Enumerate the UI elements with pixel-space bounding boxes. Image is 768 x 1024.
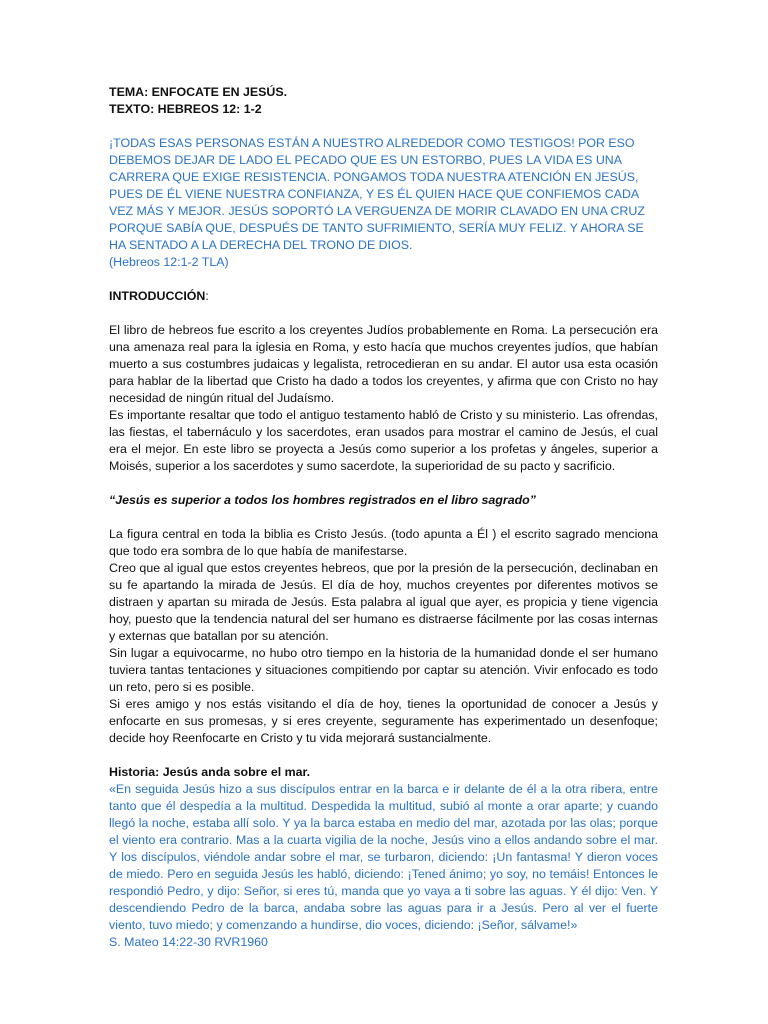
document-page (109, 84, 658, 951)
body-paragraph: Si eres amigo y nos estás visitando el día de hoy, tienes la oportunidad de conocer a Jesús y enfocarte en sus promesas, y si eres creyente, seguramente has experimentado un desenfoque; decide hoy Reenfocarte en Cristo y tu vida mejorará sustancialmente. (109, 697, 658, 745)
spacer (109, 305, 658, 322)
body-paragraph: Creo que al igual que estos creyentes hebreos, que por la presión de la persecución, declinaban en su fe apartando la mirada de Jesús. El día de hoy, muchos creyentes por diferentes motivos se distraen y apartan su mirada de Jesús. Esta palabra al igual que ayer, es propicia y tiene vigencia hoy, puesto que la tendencia natural del ser humano es distraerse fácilmente por las cosas internas y externas que batallan por su atención. (109, 561, 658, 643)
story-heading: Historia: Jesús anda sobre el mar. (109, 765, 311, 779)
spacer (109, 747, 658, 764)
story-scripture-reference: S. Mateo 14:22-30 RVR1960 (109, 935, 268, 949)
introduction-heading-label: INTRODUCCIÓN (109, 289, 206, 303)
spacer (109, 475, 658, 492)
introduction-paragraph: Es importante resaltar que todo el antiguo testamento habló de Cristo y su ministerio. Las ofrendas, las fiestas, el tabernáculo y los sacerdotes, eran usados para mostrar el camino de Jesús, el cual era el mejor. En este libro se proyecta a Jesús como superior a los profetas y ángeles, superior a Moisés, superior a los sacerdotes y sumo sacerdote, la superioridad de su pacto y sacrificio. (109, 408, 658, 473)
spacer (109, 271, 658, 288)
spacer (109, 118, 658, 135)
body-paragraph: La figura central en toda la biblia es Cristo Jesús. (todo apunta a Él ) el escrito sagrado menciona que todo era sombra de lo que había de manifestarse. (109, 527, 658, 558)
thesis-statement: “Jesús es superior a todos los hombres registrados en el libro sagrado” (109, 493, 536, 507)
introduction-paragraph: El libro de hebreos fue escrito a los creyentes Judíos probablemente en Roma. La persecución era una amenaza real para la iglesia en Roma, y esto hacía que muchos creyentes judíos, que habían muerto a sus costumbres judaicas y legalista, retrocedieran en su andar. El autor usa esta ocasión para hablar de la libertad que Cristo ha dado a todos los creyentes, y afirma que con Cristo no hay necesidad de ningún ritual del Judaísmo. (109, 323, 658, 405)
story-scripture-quote: «En seguida Jesús hizo a sus discípulos entrar en la barca e ir delante de él a la otra ribera, entre tanto que él despedía a la multitud. Despedida la multitud, subió al monte a orar aparte; y cuando llegó la noche, estaba allí solo. Y ya la barca estaba en medio del mar, azotada por las olas; porque el viento era contrario. Mas a la cuarta vigilia de la noche, Jesús vino a ellos andando sobre el mar. Y los discípulos, viéndole andar sobre el mar, se turbaron, diciendo: ¡Un fantasma! Y dieron voces de miedo. Pero en seguida Jesús les habló, diciendo: ¡Tened ánimo; yo soy, no temáis! Entonces le respondió Pedro, y dijo: Señor, si eres tú, manda que yo vaya a ti sobre las aguas. Y él dijo: Ven. Y descendiendo Pedro de la barca, andaba sobre las aguas para ir a Jesús. Pero al ver el fuerte viento, tuvo miedo; y comenzando a hundirse, dio voces, diciendo: ¡Señor, sálvame!» (109, 782, 658, 932)
scripture-quote: ¡TODAS ESAS PERSONAS ESTÁN A NUESTRO ALREDEDOR COMO TESTIGOS! POR ESO DEBEMOS DEJAR DE LADO EL PECADO QUE ES UN ESTORBO, PUES LA VIDA ES UNA CARRERA QUE EXIGE RESISTENCIA. PONGAMOS TODA NUESTRA ATENCIÓN EN JESÚS, PUES DE ÉL VIENE NUESTRA CONFIANZA, Y ES ÉL QUIEN HACE QUE CONFIEMOS CADA VEZ MÁS Y MEJOR. JESÚS SOPORTÓ LA VERGUENZA DE MORIR CLAVADO EN UNA CRUZ PORQUE SABÍA QUE, DESPUÉS DE TANTO SUFRIMIENTO, SERÍA MUY FELIZ. Y AHORA SE HA SENTADO A LA DERECHA DEL TRONO DE DIOS. (109, 136, 645, 252)
spacer (109, 509, 658, 526)
scripture-reference: (Hebreos 12:1-2 TLA) (109, 255, 229, 269)
sermon-topic: TEMA: ENFOCATE EN JESÚS. (109, 85, 288, 99)
introduction-heading (109, 288, 658, 305)
sermon-text-reference: TEXTO: HEBREOS 12: 1-2 (109, 102, 262, 116)
introduction-heading-colon: : (205, 289, 209, 303)
body-paragraph: Sin lugar a equivocarme, no hubo otro tiempo en la historia de la humanidad donde el ser humano tuviera tantas tentaciones y situaciones compitiendo por captar su atención. Vivir enfocado es todo un reto, pero si es posible. (109, 646, 658, 694)
